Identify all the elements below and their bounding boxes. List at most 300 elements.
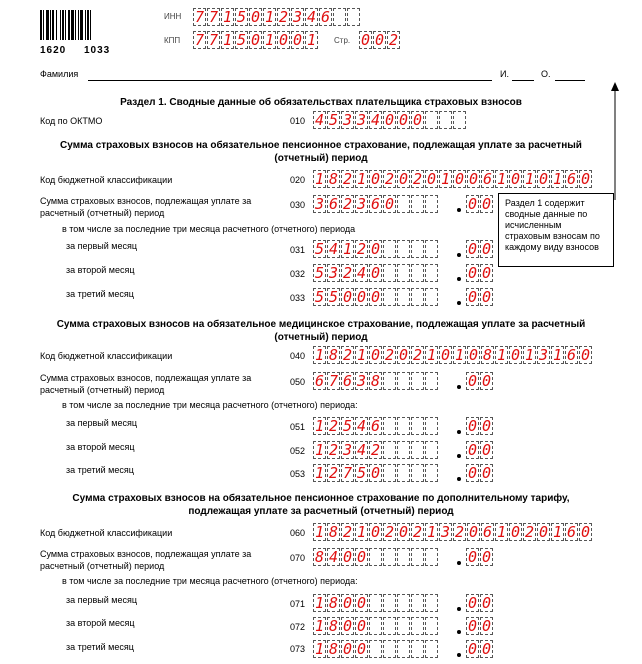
block1-months-label: в том числе за последние три месяца расчетного (отчетного) периода bbox=[62, 224, 356, 234]
block1-month3-code: 033 bbox=[290, 293, 306, 303]
char-cell: 2 bbox=[388, 31, 399, 49]
char-cell: 2 bbox=[384, 170, 395, 188]
char-cell: 0 bbox=[538, 170, 549, 188]
block2-month3-label: за третий месяц bbox=[66, 465, 134, 475]
inn-cells[interactable] bbox=[193, 8, 361, 26]
decimal-point bbox=[457, 253, 461, 257]
block3-month3-code: 073 bbox=[290, 644, 306, 654]
char-cell bbox=[411, 372, 424, 390]
inn-label: ИНН bbox=[164, 12, 182, 21]
block2-month1-kop-cells[interactable] bbox=[466, 417, 494, 435]
char-cell: 0 bbox=[398, 346, 409, 364]
char-cell bbox=[333, 8, 346, 26]
block3-kbk-label: Код бюджетной классификации bbox=[40, 528, 173, 538]
char-cell: 0 bbox=[467, 548, 478, 566]
block1-month1-kop-cells[interactable] bbox=[466, 240, 494, 258]
char-cell: 0 bbox=[467, 264, 478, 282]
char-cell: 7 bbox=[194, 8, 205, 26]
char-cell: 0 bbox=[468, 346, 479, 364]
kpp-cells[interactable] bbox=[193, 31, 319, 49]
char-cell: 0 bbox=[370, 346, 381, 364]
char-cell: 0 bbox=[370, 288, 381, 306]
char-cell: 3 bbox=[440, 523, 451, 541]
block3-month1-kop-cells[interactable] bbox=[466, 594, 494, 612]
page-label: Стр. bbox=[334, 36, 351, 45]
block2-month2-rub-cells[interactable] bbox=[313, 441, 439, 459]
block3-month3-kop-cells[interactable] bbox=[466, 640, 494, 658]
char-cell: 0 bbox=[440, 346, 451, 364]
block2-month1-rub-cells[interactable] bbox=[313, 417, 439, 435]
char-cell: 0 bbox=[467, 617, 478, 635]
char-cell: 1 bbox=[454, 346, 465, 364]
decimal-point bbox=[457, 561, 461, 565]
char-cell bbox=[383, 594, 396, 612]
char-cell: 8 bbox=[328, 523, 339, 541]
block2-sum-label-line1: Сумма страховых взносов, подлежащая уплате за bbox=[40, 373, 252, 383]
char-cell: 1 bbox=[222, 8, 233, 26]
block2-month2-code: 052 bbox=[290, 446, 306, 456]
char-cell: 1 bbox=[222, 31, 233, 49]
block2-month3-kop-cells[interactable] bbox=[466, 464, 494, 482]
char-cell bbox=[411, 594, 424, 612]
char-cell: 6 bbox=[370, 195, 381, 213]
char-cell bbox=[453, 111, 466, 129]
page-cells[interactable] bbox=[359, 31, 401, 49]
char-cell: 1 bbox=[314, 617, 325, 635]
char-cell: 8 bbox=[328, 640, 339, 658]
block3-month3-rub-cells[interactable] bbox=[313, 640, 439, 658]
char-cell: 0 bbox=[342, 594, 353, 612]
char-cell bbox=[383, 441, 396, 459]
char-cell: 1 bbox=[496, 523, 507, 541]
char-cell: 1 bbox=[524, 170, 535, 188]
block2-sum-code: 050 bbox=[290, 377, 306, 387]
char-cell bbox=[383, 417, 396, 435]
char-cell bbox=[397, 640, 410, 658]
char-cell: 2 bbox=[342, 170, 353, 188]
block2-kbk-label: Код бюджетной классификации bbox=[40, 351, 173, 361]
char-cell: 7 bbox=[194, 31, 205, 49]
char-cell: 0 bbox=[356, 640, 367, 658]
block1-month3-rub-cells[interactable] bbox=[313, 288, 439, 306]
char-cell: 7 bbox=[342, 464, 353, 482]
char-cell: 0 bbox=[468, 523, 479, 541]
char-cell bbox=[369, 594, 382, 612]
char-cell: 2 bbox=[412, 346, 423, 364]
section-title: Раздел 1. Сводные данные об обязательствах плательщика страховых взносов bbox=[120, 97, 522, 108]
block2-month1-code: 051 bbox=[290, 422, 306, 432]
char-cell: 0 bbox=[250, 31, 261, 49]
char-cell: 0 bbox=[510, 523, 521, 541]
char-cell: 0 bbox=[481, 240, 492, 258]
block1-title-line1: Сумма страховых взносов на обязательное пенсионное страхование, подлежащая уплате за расчетный bbox=[60, 140, 582, 151]
char-cell: 8 bbox=[314, 548, 325, 566]
block1-kbk-label: Код бюджетной классификации bbox=[40, 175, 173, 185]
decimal-point bbox=[457, 477, 461, 481]
char-cell: 3 bbox=[328, 264, 339, 282]
block3-month2-kop-cells[interactable] bbox=[466, 617, 494, 635]
char-cell: 0 bbox=[292, 31, 303, 49]
char-cell bbox=[397, 240, 410, 258]
char-cell bbox=[397, 417, 410, 435]
char-cell: 2 bbox=[412, 170, 423, 188]
char-cell: 5 bbox=[314, 240, 325, 258]
char-cell: 0 bbox=[481, 288, 492, 306]
char-cell: 1 bbox=[314, 170, 325, 188]
char-cell: 4 bbox=[328, 240, 339, 258]
char-cell: 6 bbox=[328, 195, 339, 213]
char-cell bbox=[425, 441, 438, 459]
char-cell: 0 bbox=[250, 8, 261, 26]
block2-kbk-cells[interactable] bbox=[313, 346, 593, 364]
char-cell: 8 bbox=[328, 170, 339, 188]
block1-month2-kop-cells[interactable] bbox=[466, 264, 494, 282]
block2-month2-label: за второй месяц bbox=[66, 442, 135, 452]
block3-month2-label: за второй месяц bbox=[66, 618, 135, 628]
block1-title-line2: (отчетный) период bbox=[274, 153, 368, 164]
char-cell: 0 bbox=[398, 523, 409, 541]
char-cell: 2 bbox=[328, 464, 339, 482]
char-cell: 0 bbox=[467, 441, 478, 459]
char-cell bbox=[411, 195, 424, 213]
block3-month1-code: 071 bbox=[290, 599, 306, 609]
block2-month3-rub-cells[interactable] bbox=[313, 464, 439, 482]
block2-sum-rub-cells[interactable] bbox=[313, 372, 439, 390]
block1-sum-rub-cells[interactable] bbox=[313, 195, 439, 213]
char-cell bbox=[397, 195, 410, 213]
char-cell bbox=[425, 264, 438, 282]
surname-field[interactable] bbox=[88, 80, 492, 81]
char-cell: 5 bbox=[328, 111, 339, 129]
block3-title-line2: подлежащая уплате за расчетный (отчетный) период bbox=[188, 506, 454, 517]
char-cell: 5 bbox=[328, 288, 339, 306]
char-cell: 2 bbox=[524, 523, 535, 541]
char-cell: 1 bbox=[314, 523, 325, 541]
char-cell: 0 bbox=[370, 464, 381, 482]
char-cell bbox=[425, 617, 438, 635]
block3-month2-code: 072 bbox=[290, 622, 306, 632]
barcode-number-left: 1620 bbox=[40, 45, 67, 56]
block1-month1-rub-cells[interactable] bbox=[313, 240, 439, 258]
char-cell bbox=[425, 417, 438, 435]
char-cell: 6 bbox=[314, 372, 325, 390]
char-cell: 6 bbox=[566, 170, 577, 188]
char-cell bbox=[425, 111, 438, 129]
block1-month1-label: за первый месяц bbox=[66, 241, 138, 251]
block3-sum-rub-cells[interactable] bbox=[313, 548, 439, 566]
char-cell: 1 bbox=[264, 8, 275, 26]
char-cell: 0 bbox=[342, 640, 353, 658]
char-cell bbox=[383, 617, 396, 635]
block3-sum-kop-cells[interactable] bbox=[466, 548, 494, 566]
char-cell: 0 bbox=[467, 417, 478, 435]
char-cell bbox=[411, 548, 424, 566]
char-cell: 3 bbox=[356, 111, 367, 129]
block2-month2-kop-cells[interactable] bbox=[466, 441, 494, 459]
char-cell: 0 bbox=[398, 111, 409, 129]
char-cell: 0 bbox=[467, 372, 478, 390]
char-cell: 0 bbox=[481, 548, 492, 566]
char-cell bbox=[383, 264, 396, 282]
char-cell: 3 bbox=[292, 8, 303, 26]
block1-kbk-code: 020 bbox=[290, 175, 306, 185]
char-cell: 4 bbox=[356, 264, 367, 282]
char-cell: 1 bbox=[314, 417, 325, 435]
char-cell: 0 bbox=[481, 617, 492, 635]
char-cell: 0 bbox=[356, 594, 367, 612]
char-cell: 0 bbox=[370, 240, 381, 258]
decimal-point bbox=[457, 385, 461, 389]
char-cell: 1 bbox=[264, 31, 275, 49]
char-cell: 1 bbox=[314, 464, 325, 482]
char-cell bbox=[397, 594, 410, 612]
char-cell: 2 bbox=[328, 417, 339, 435]
block1-month3-kop-cells[interactable] bbox=[466, 288, 494, 306]
char-cell: 1 bbox=[440, 170, 451, 188]
block3-title-line1: Сумма страховых взносов на обязательное пенсионное страхование по дополнительному тарифу, bbox=[72, 493, 570, 504]
char-cell bbox=[397, 264, 410, 282]
char-cell: 8 bbox=[370, 372, 381, 390]
char-cell bbox=[411, 441, 424, 459]
block3-sum-label-line2: расчетный (отчетный) период bbox=[40, 561, 165, 571]
char-cell: 2 bbox=[342, 523, 353, 541]
char-cell: 0 bbox=[426, 170, 437, 188]
char-cell: 4 bbox=[306, 8, 317, 26]
char-cell: 6 bbox=[370, 417, 381, 435]
char-cell: 0 bbox=[370, 523, 381, 541]
char-cell: 0 bbox=[342, 548, 353, 566]
patronymic-initial-field[interactable] bbox=[555, 80, 585, 81]
decimal-point bbox=[457, 277, 461, 281]
char-cell bbox=[383, 372, 396, 390]
char-cell bbox=[397, 288, 410, 306]
char-cell: 0 bbox=[481, 264, 492, 282]
oktmo-code: 010 bbox=[290, 116, 306, 126]
char-cell: 0 bbox=[374, 31, 385, 49]
char-cell: 0 bbox=[467, 288, 478, 306]
char-cell: 3 bbox=[342, 441, 353, 459]
char-cell: 1 bbox=[356, 346, 367, 364]
char-cell: 1 bbox=[496, 170, 507, 188]
char-cell: 3 bbox=[342, 111, 353, 129]
char-cell bbox=[411, 417, 424, 435]
char-cell: 0 bbox=[510, 170, 521, 188]
char-cell: 0 bbox=[510, 346, 521, 364]
char-cell: 6 bbox=[320, 8, 331, 26]
char-cell bbox=[439, 111, 452, 129]
char-cell: 8 bbox=[482, 346, 493, 364]
block2-month3-code: 053 bbox=[290, 469, 306, 479]
block2-title-line2: (отчетный) период bbox=[274, 332, 368, 343]
char-cell bbox=[347, 8, 360, 26]
char-cell: 2 bbox=[342, 264, 353, 282]
char-cell: 5 bbox=[314, 288, 325, 306]
char-cell: 3 bbox=[356, 195, 367, 213]
block3-month2-rub-cells[interactable] bbox=[313, 617, 439, 635]
block1-sum-code: 030 bbox=[290, 200, 306, 210]
char-cell: 0 bbox=[580, 346, 591, 364]
char-cell: 1 bbox=[342, 240, 353, 258]
char-cell: 2 bbox=[356, 240, 367, 258]
char-cell: 0 bbox=[481, 594, 492, 612]
char-cell: 0 bbox=[467, 640, 478, 658]
block1-month1-code: 031 bbox=[290, 245, 306, 255]
char-cell: 2 bbox=[412, 523, 423, 541]
char-cell: 4 bbox=[370, 111, 381, 129]
char-cell: 0 bbox=[468, 170, 479, 188]
block3-month3-label: за третий месяц bbox=[66, 642, 134, 652]
char-cell: 0 bbox=[481, 417, 492, 435]
char-cell: 1 bbox=[552, 346, 563, 364]
surname-label: Фамилия bbox=[40, 69, 79, 79]
block2-title-line1: Сумма страховых взносов на обязательное медицинское страхование, подлежащая уплате за расчетный bbox=[56, 319, 586, 330]
kpp-label: КПП bbox=[164, 36, 181, 45]
char-cell: 7 bbox=[208, 8, 219, 26]
char-cell: 6 bbox=[566, 523, 577, 541]
char-cell: 1 bbox=[524, 346, 535, 364]
char-cell: 0 bbox=[481, 372, 492, 390]
char-cell: 1 bbox=[314, 346, 325, 364]
char-cell bbox=[411, 640, 424, 658]
char-cell: 4 bbox=[356, 417, 367, 435]
char-cell: 3 bbox=[314, 195, 325, 213]
block3-kbk-cells[interactable] bbox=[313, 523, 593, 541]
block1-sum-label-line2: расчетный (отчетный) период bbox=[40, 208, 165, 218]
char-cell: 1 bbox=[356, 170, 367, 188]
char-cell bbox=[411, 264, 424, 282]
block1-kbk-cells[interactable] bbox=[313, 170, 593, 188]
char-cell: 0 bbox=[580, 170, 591, 188]
char-cell: 4 bbox=[314, 111, 325, 129]
char-cell: 6 bbox=[482, 523, 493, 541]
char-cell: 0 bbox=[467, 195, 478, 213]
char-cell: 0 bbox=[384, 195, 395, 213]
char-cell: 0 bbox=[538, 523, 549, 541]
block3-month1-label: за первый месяц bbox=[66, 595, 138, 605]
char-cell: 2 bbox=[384, 523, 395, 541]
block1-sum-label-line1: Сумма страховых взносов, подлежащая уплате за bbox=[40, 196, 252, 206]
char-cell: 8 bbox=[328, 594, 339, 612]
char-cell: 7 bbox=[208, 31, 219, 49]
char-cell bbox=[425, 195, 438, 213]
char-cell bbox=[383, 640, 396, 658]
char-cell: 1 bbox=[356, 523, 367, 541]
char-cell: 6 bbox=[566, 346, 577, 364]
char-cell bbox=[425, 240, 438, 258]
char-cell: 2 bbox=[454, 523, 465, 541]
char-cell bbox=[425, 640, 438, 658]
barcode-number-right: 1033 bbox=[84, 45, 111, 56]
char-cell bbox=[397, 617, 410, 635]
char-cell: 0 bbox=[454, 170, 465, 188]
decimal-point bbox=[457, 653, 461, 657]
char-cell: 0 bbox=[481, 441, 492, 459]
char-cell bbox=[425, 288, 438, 306]
block2-sum-label-line2: расчетный (отчетный) период bbox=[40, 385, 165, 395]
char-cell: 5 bbox=[236, 8, 247, 26]
char-cell: 0 bbox=[278, 31, 289, 49]
barcode-bar bbox=[91, 10, 93, 40]
char-cell bbox=[369, 640, 382, 658]
char-cell: 3 bbox=[356, 372, 367, 390]
char-cell bbox=[425, 548, 438, 566]
char-cell: 0 bbox=[412, 111, 423, 129]
char-cell: 0 bbox=[360, 31, 371, 49]
char-cell: 0 bbox=[356, 617, 367, 635]
name-initial-field[interactable] bbox=[512, 80, 534, 81]
char-cell: 2 bbox=[370, 441, 381, 459]
char-cell: 2 bbox=[342, 346, 353, 364]
block2-month1-label: за первый месяц bbox=[66, 418, 138, 428]
char-cell bbox=[383, 548, 396, 566]
char-cell: 5 bbox=[342, 417, 353, 435]
char-cell bbox=[397, 372, 410, 390]
char-cell: 0 bbox=[481, 640, 492, 658]
char-cell: 5 bbox=[236, 31, 247, 49]
char-cell: 8 bbox=[328, 617, 339, 635]
block3-months-label: в том числе за последние три месяца расчетного (отчетного) периода: bbox=[62, 576, 358, 586]
char-cell: 1 bbox=[314, 441, 325, 459]
char-cell: 0 bbox=[342, 617, 353, 635]
char-cell bbox=[397, 441, 410, 459]
char-cell: 0 bbox=[467, 240, 478, 258]
block1-sum-kop-cells[interactable] bbox=[466, 195, 494, 213]
char-cell: 0 bbox=[467, 464, 478, 482]
char-cell: 5 bbox=[356, 464, 367, 482]
char-cell: 0 bbox=[384, 111, 395, 129]
char-cell: 1 bbox=[552, 523, 563, 541]
block1-month3-label: за третий месяц bbox=[66, 289, 134, 299]
char-cell: 1 bbox=[314, 594, 325, 612]
char-cell: 2 bbox=[342, 195, 353, 213]
block3-sum-code: 070 bbox=[290, 553, 306, 563]
char-cell: 4 bbox=[328, 548, 339, 566]
char-cell: 2 bbox=[384, 346, 395, 364]
decimal-point bbox=[457, 301, 461, 305]
char-cell: 2 bbox=[278, 8, 289, 26]
char-cell bbox=[411, 617, 424, 635]
block1-month2-rub-cells[interactable] bbox=[313, 264, 439, 282]
char-cell: 0 bbox=[356, 288, 367, 306]
char-cell: 0 bbox=[481, 464, 492, 482]
block3-month1-rub-cells[interactable] bbox=[313, 594, 439, 612]
decimal-point bbox=[457, 454, 461, 458]
char-cell: 0 bbox=[481, 195, 492, 213]
char-cell: 0 bbox=[342, 288, 353, 306]
decimal-point bbox=[457, 430, 461, 434]
char-cell: 0 bbox=[580, 523, 591, 541]
char-cell: 3 bbox=[538, 346, 549, 364]
block2-months-label: в том числе за последние три месяца расчетного (отчетного) периода: bbox=[62, 400, 358, 410]
char-cell: 1 bbox=[314, 640, 325, 658]
decimal-point bbox=[457, 630, 461, 634]
barcode bbox=[40, 10, 122, 40]
oktmo-label: Код по ОКТМО bbox=[40, 116, 103, 126]
block2-sum-kop-cells[interactable] bbox=[466, 372, 494, 390]
char-cell bbox=[369, 617, 382, 635]
block3-sum-label-line1: Сумма страховых взносов, подлежащая уплате за bbox=[40, 549, 252, 559]
char-cell: 4 bbox=[356, 441, 367, 459]
oktmo-cells[interactable] bbox=[313, 111, 467, 129]
char-cell bbox=[411, 464, 424, 482]
char-cell bbox=[411, 288, 424, 306]
char-cell bbox=[383, 288, 396, 306]
char-cell: 1 bbox=[496, 346, 507, 364]
char-cell: 8 bbox=[328, 346, 339, 364]
block3-kbk-code: 060 bbox=[290, 528, 306, 538]
char-cell: 5 bbox=[314, 264, 325, 282]
char-cell: 7 bbox=[328, 372, 339, 390]
